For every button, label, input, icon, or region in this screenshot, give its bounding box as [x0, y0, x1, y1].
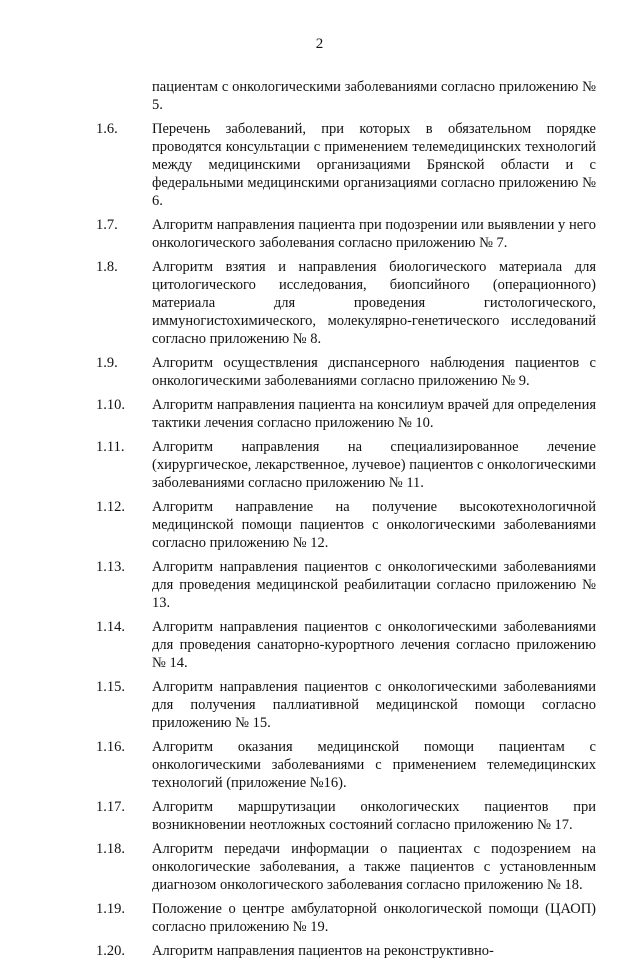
item-text: Алгоритм маршрутизации онкологических пациентов при возникновении неотложных состояний согласно приложению № 17. [152, 799, 596, 833]
list-item [96, 798, 596, 834]
item-number: 1.13. [96, 559, 125, 575]
item-number: 1.20. [96, 943, 125, 959]
item-text: Перечень заболеваний, при которых в обязательном порядке проводятся консультации с применением телемедицинских технологий между медицинскими организациями Брянской области и с федеральными медицинскими организациями согласно приложению № 6. [152, 121, 596, 209]
item-text: Алгоритм направления пациента при подозрении или выявлении у него онкологического заболевания согласно приложению № 7. [152, 217, 596, 251]
item-number: 1.6. [96, 121, 118, 137]
item-number: 1.16. [96, 739, 125, 755]
document-body [96, 78, 596, 966]
item-text: Алгоритм направления пациентов на реконструктивно- [152, 943, 494, 959]
lead-text: пациентам с онкологическими заболеваниями согласно приложению № 5. [152, 79, 596, 113]
item-number: 1.14. [96, 619, 125, 635]
item-text: Алгоритм оказания медицинской помощи пациентам с онкологическими заболеваниями с применением телемедицинских технологий (приложение №16). [152, 739, 596, 791]
list-item [96, 840, 596, 894]
list-item [96, 396, 596, 432]
item-text: Алгоритм осуществления диспансерного наблюдения пациентов с онкологическими заболеваниями согласно приложению № 9. [152, 355, 596, 389]
numbered-list [96, 120, 596, 960]
item-number: 1.11. [96, 439, 125, 455]
list-item [96, 738, 596, 792]
item-number: 1.7. [96, 217, 118, 233]
list-item [96, 498, 596, 552]
item-number: 1.12. [96, 499, 125, 515]
item-text: Алгоритм направления на специализированное лечение (хирургическое, лекарственное, лучевое) пациентов с онкологическими заболеваниями согласно приложению № 11. [152, 439, 596, 491]
item-number: 1.9. [96, 355, 118, 371]
item-number: 1.10. [96, 397, 125, 413]
list-item [96, 618, 596, 672]
item-number: 1.19. [96, 901, 125, 917]
list-item [96, 942, 596, 960]
item-number: 1.17. [96, 799, 125, 815]
item-text: Алгоритм направления пациентов с онкологическими заболеваниями для получения паллиативной медицинской помощи согласно приложению № 15. [152, 679, 596, 731]
list-item [96, 216, 596, 252]
item-text: Алгоритм направления пациентов с онкологическими заболеваниями для проведения санаторно-курортного лечения согласно приложению № 14. [152, 619, 596, 671]
item-text: Положение о центре амбулаторной онкологической помощи (ЦАОП) согласно приложению № 19. [152, 901, 596, 935]
list-item [96, 120, 596, 210]
lead-paragraph [96, 78, 596, 114]
list-item [96, 558, 596, 612]
list-item [96, 258, 596, 348]
item-number: 1.15. [96, 679, 125, 695]
list-item [96, 678, 596, 732]
item-text: Алгоритм передачи информации о пациентах с подозрением на онкологические заболевания, а также пациентов с установленным диагнозом онкологического заболевания согласно приложению № 18. [152, 841, 596, 893]
item-number: 1.8. [96, 259, 118, 275]
list-item [96, 438, 596, 492]
list-item [96, 354, 596, 390]
item-text: Алгоритм взятия и направления биологического материала для цитологического исследования, биопсийного (операционного) материала для проведения гистологического, иммуногистохимического, молекулярно-генетического исследований согласно приложению № 8. [152, 259, 596, 347]
item-text: Алгоритм направления пациента на консилиум врачей для определения тактики лечения согласно приложению № 10. [152, 397, 596, 431]
item-text: Алгоритм направления пациентов с онкологическими заболеваниями для проведения медицинской реабилитации согласно приложению № 13. [152, 559, 596, 611]
item-number: 1.18. [96, 841, 125, 857]
page-number: 2 [315, 36, 324, 52]
list-item [96, 900, 596, 936]
item-text: Алгоритм направление на получение высокотехнологичной медицинской помощи пациентов с онкологическими заболеваниями согласно приложению № 12. [152, 499, 596, 551]
